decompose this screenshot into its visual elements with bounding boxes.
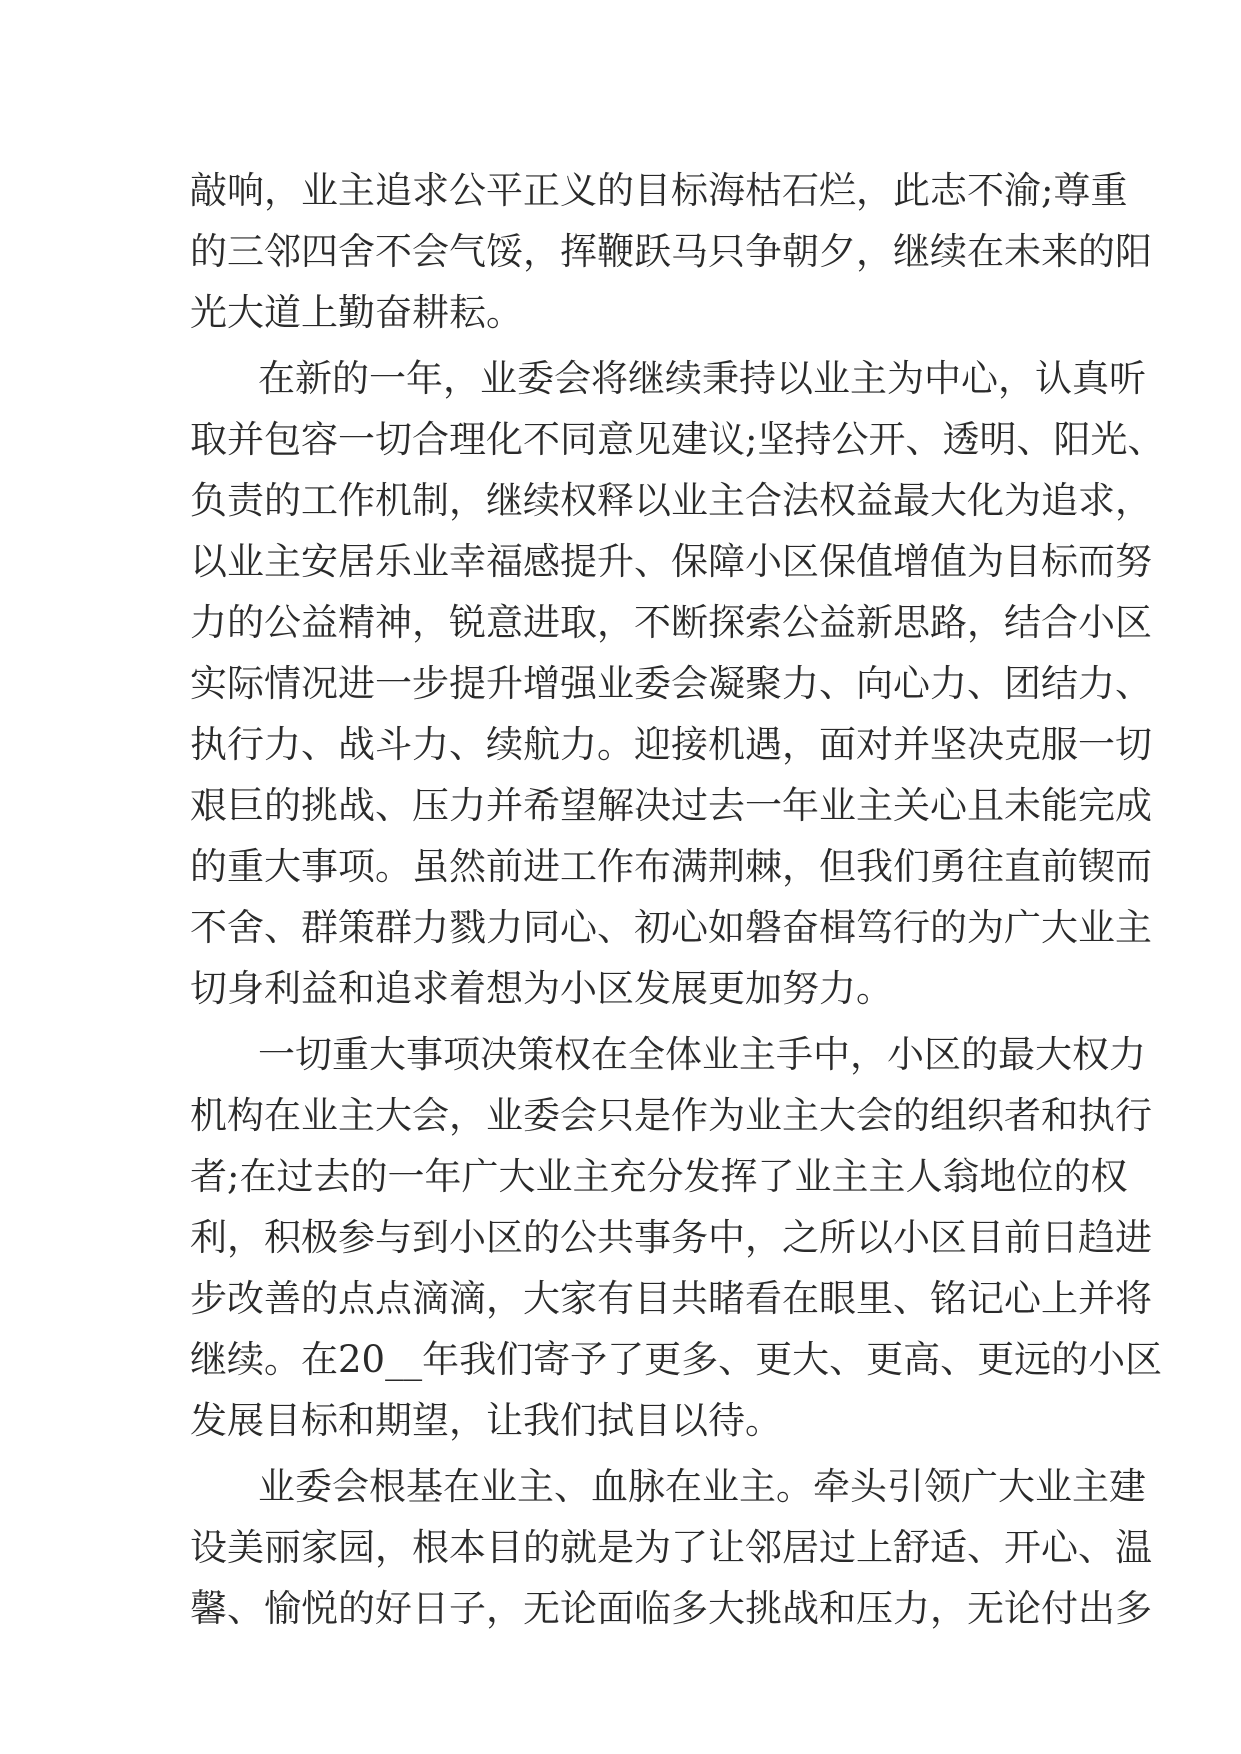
text-line: 继续。在20__年我们寄予了更多、更大、更高、更远的小区 bbox=[190, 1338, 1163, 1381]
text-line: 不舍、群策群力戮力同心、初心如磐奋楫笃行的为广大业主 bbox=[190, 906, 1152, 949]
text-line: 机构在业主大会，业委会只是作为业主大会的组织者和执行 bbox=[190, 1094, 1152, 1137]
paragraph-4 bbox=[190, 1456, 1152, 1639]
text-line: 艰巨的挑战、压力并希望解决过去一年业主关心且未能完成 bbox=[190, 784, 1152, 827]
text-line: 力的公益精神，锐意进取，不断探索公益新思路，结合小区 bbox=[190, 601, 1152, 644]
text-line: 执行力、战斗力、续航力。迎接机遇，面对并坚决克服一切 bbox=[190, 723, 1152, 766]
text-line: 负责的工作机制，继续权释以业主合法权益最大化为追求， bbox=[190, 479, 1152, 522]
text-line: 发展目标和期望，让我们拭目以待。 bbox=[190, 1399, 782, 1442]
text-line: 在新的一年，业委会将继续秉持以业主为中心，认真听 bbox=[258, 357, 1146, 400]
document-body bbox=[190, 160, 1165, 1639]
text-line: 的重大事项。虽然前进工作布满荆棘，但我们勇往直前锲而 bbox=[190, 845, 1152, 888]
text-line: 实际情况进一步提升增强业委会凝聚力、向心力、团结力、 bbox=[190, 662, 1152, 705]
text-line: 敲响，业主追求公平正义的目标海枯石烂，此志不渝;尊重 bbox=[190, 169, 1128, 212]
text-line: 馨、愉悦的好日子，无论面临多大挑战和压力，无论付出多 bbox=[190, 1587, 1152, 1630]
text-line: 切身利益和追求着想为小区发展更加努力。 bbox=[190, 967, 893, 1010]
text-line: 光大道上勤奋耕耘。 bbox=[190, 291, 523, 334]
text-line: 者;在过去的一年广大业主充分发挥了业主主人翁地位的权 bbox=[190, 1155, 1128, 1198]
text-line: 取并包容一切合理化不同意见建议;坚持公开、透明、阳光、 bbox=[190, 418, 1165, 461]
text-line: 的三邻四舍不会气馁，挥鞭跃马只争朝夕，继续在未来的阳 bbox=[190, 230, 1152, 273]
text-line: 以业主安居乐业幸福感提升、保障小区保值增值为目标而努 bbox=[190, 540, 1152, 583]
text-line: 设美丽家园，根本目的就是为了让邻居过上舒适、开心、温 bbox=[190, 1526, 1152, 1569]
paragraph-1 bbox=[190, 160, 1152, 343]
paragraph-3 bbox=[190, 1024, 1163, 1451]
text-line: 步改善的点点滴滴，大家有目共睹看在眼里、铭记心上并将 bbox=[190, 1277, 1152, 1320]
text-line: 利，积极参与到小区的公共事务中，之所以小区目前日趋进 bbox=[190, 1216, 1152, 1259]
text-line: 一切重大事项决策权在全体业主手中，小区的最大权力 bbox=[258, 1033, 1146, 1076]
paragraph-2 bbox=[190, 348, 1165, 1019]
text-line: 业委会根基在业主、血脉在业主。牵头引领广大业主建 bbox=[258, 1465, 1146, 1508]
